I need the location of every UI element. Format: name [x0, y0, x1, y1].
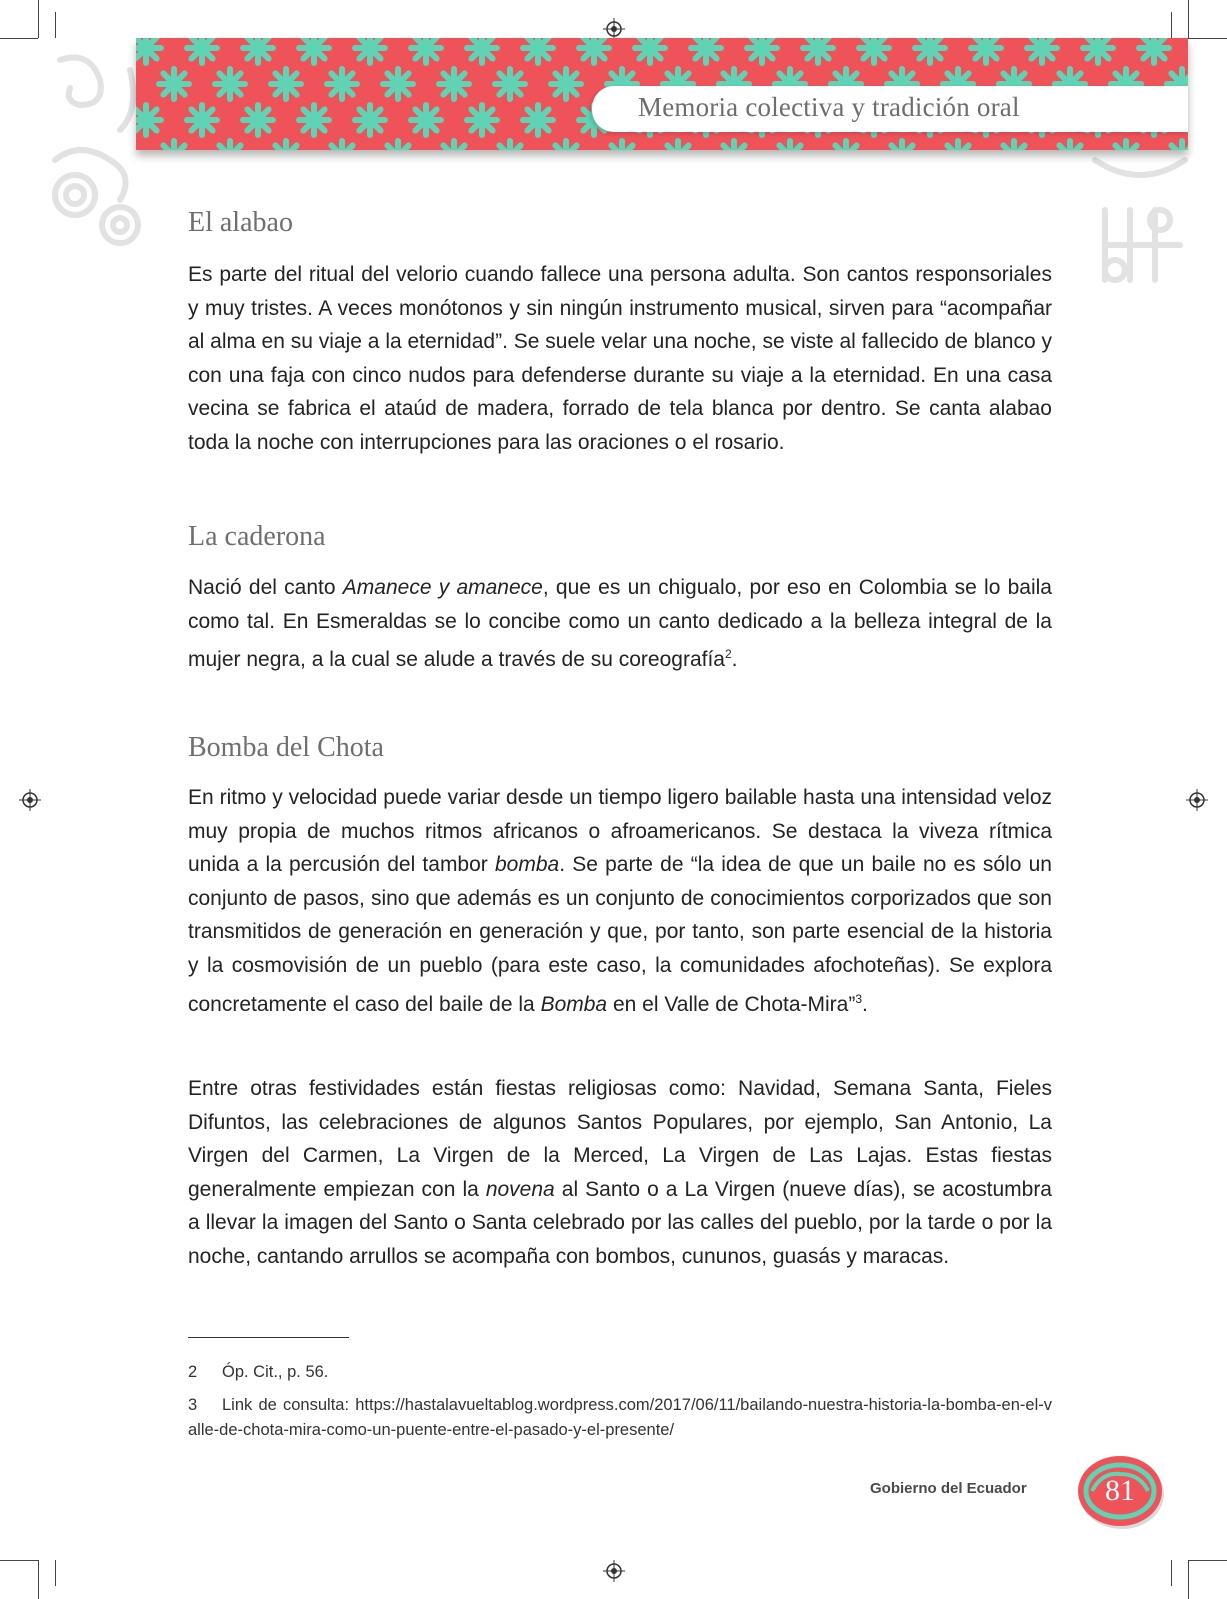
page-number: 81 — [1105, 1474, 1135, 1507]
footnote — [188, 1393, 1052, 1443]
flower-icon — [1139, 38, 1169, 63]
flower-icon — [971, 38, 1001, 63]
flower-icon — [439, 69, 469, 99]
text-run: , que es un chigualo, por eso en Colombia se lo baila como tal. En Esmeraldas se lo concibe como un canto dedicado a la belleza integral de la mujer negra, a la cual se alude a través de su coreografía — [188, 576, 1052, 672]
flower-icon — [411, 38, 441, 63]
flower-icon — [1055, 141, 1085, 150]
crop-mark — [38, 0, 39, 38]
footnote-number: 2 — [188, 1363, 198, 1381]
section-la-caderona-body — [188, 571, 1052, 677]
flower-icon — [915, 38, 945, 63]
footnote-ref: 2 — [724, 647, 732, 662]
crop-mark — [1188, 38, 1227, 39]
flower-icon — [159, 69, 189, 99]
footnote — [188, 1360, 1052, 1385]
footnote-number: 3 — [188, 1396, 198, 1414]
text-run: Entre otras festividades están fiestas religiosas como: Navidad, Semana Santa, Fieles Difuntos, las celebraciones de algunos Santos Populares, por ejemplo, San Antonio, La Virgen del Carmen, La Virgen de la Merced, La Virgen de Las Lajas. Estas fiestas generalmente empiezan con la — [188, 1077, 1052, 1201]
italic-text: novena — [485, 1177, 555, 1201]
flower-icon — [551, 141, 581, 150]
registration-mark-icon — [19, 789, 41, 811]
flower-icon — [299, 38, 329, 63]
footnote-text: Óp. Cit., p. 56. — [222, 1363, 329, 1381]
text-run: Nació del canto — [188, 576, 343, 599]
crop-mark — [1171, 1560, 1172, 1586]
section-bomba-del-chota-body — [188, 781, 1052, 1021]
body-paragraph — [188, 1072, 1052, 1274]
flower-icon — [523, 38, 553, 63]
body-paragraph — [188, 781, 1052, 1021]
flower-icon — [411, 105, 441, 135]
flower-icon — [803, 38, 833, 63]
text-run: . Se parte de “la idea de que un baile no es sólo un conjunto de pasos, sino que además es un conjunto de conocimientos corporizados que son transmitidos de generación en generación y que, por tanto, son parte esencial de la historia y la cosmovisión de un pueblo (para este caso, la comunidades afochoteñas). Se explora concretamente el caso del baile de la — [188, 853, 1052, 1016]
section-bomba-del-chota — [188, 732, 1052, 764]
flower-icon — [1111, 141, 1141, 150]
section-heading: El alabao — [188, 207, 293, 238]
flower-icon — [355, 105, 385, 135]
spiral-ornament-right-icon — [1090, 150, 1188, 300]
publisher-label: Gobierno del Ecuador — [870, 1480, 1027, 1497]
flower-icon — [663, 141, 693, 150]
flower-icon — [243, 38, 273, 63]
crop-mark — [0, 38, 38, 39]
flower-icon — [187, 105, 217, 135]
italic-text: Amanece y amanece — [342, 576, 543, 599]
section-el-alabao-body — [188, 258, 1052, 460]
flower-icon — [635, 38, 665, 63]
flower-icon — [467, 105, 497, 135]
crop-mark — [55, 12, 56, 38]
body-paragraph — [188, 571, 1052, 677]
flower-icon — [775, 141, 805, 150]
text-run: En ritmo y velocidad puede variar desde un tiempo ligero bailable hasta una intensidad veloz muy propia de muchos ritmos africanos o afroamericanos. Se destaca la viveza rítmica unida a la percusión del tambor — [188, 786, 1052, 877]
flower-icon — [1027, 38, 1057, 63]
flower-icon — [271, 69, 301, 99]
crop-mark — [55, 1560, 56, 1586]
flower-icon — [523, 105, 553, 135]
flower-icon — [495, 69, 525, 99]
flower-icon — [1167, 141, 1188, 150]
footnote-divider — [188, 1337, 349, 1338]
spiral-ornament-left-icon — [40, 40, 150, 250]
body-paragraph — [188, 258, 1052, 460]
flower-icon — [159, 141, 189, 150]
text-run: Es parte del ritual del velorio cuando fallece una persona adulta. Son cantos responsoriales y muy tristes. A veces monótonos y sin ningún instrumento musical, sirven para “acompañar al alma en su viaje a la eternidad”. Se suele velar una noche, se viste al fallecido de blanco y con una faja con cinco nudos para defenderse durante su viaje a la eternidad. En una casa vecina se fabrica el ataúd de madera, forrado de tela blanca por dentro. Se canta alabao toda la noche con interrupciones para las oraciones o el rosario. — [188, 263, 1052, 454]
flower-icon — [467, 38, 497, 63]
text-run: en el Valle de Chota-Mira” — [607, 992, 856, 1016]
flower-icon — [439, 141, 469, 150]
flower-icon — [691, 38, 721, 63]
flower-icon — [243, 105, 273, 135]
text-run: al Santo o a La Virgen (nueve días), se acostumbra a llevar la imagen del Santo o Santa celebrado por las calles del pueblo, por la tarde o por la noche, cantando arrullos se acompaña con bombos, cununos, guasás y maracas. — [188, 1177, 1052, 1268]
section-heading: La caderona — [188, 521, 326, 552]
flower-icon — [747, 38, 777, 63]
flower-icon — [831, 141, 861, 150]
footnote-ref: 3 — [855, 991, 863, 1006]
crop-mark — [0, 1560, 38, 1561]
flower-icon — [383, 141, 413, 150]
italic-text: bomba — [494, 853, 560, 877]
flower-icon — [299, 105, 329, 135]
flower-icon — [327, 69, 357, 99]
flower-icon — [215, 69, 245, 99]
crop-mark — [1188, 1560, 1227, 1561]
section-el-alabao — [188, 207, 1052, 239]
flower-icon — [579, 38, 609, 63]
flower-icon — [136, 105, 161, 135]
registration-mark-icon — [603, 1560, 625, 1582]
flower-icon — [187, 38, 217, 63]
flower-icon — [136, 38, 161, 63]
registration-mark-icon — [603, 18, 625, 40]
crop-mark — [1171, 12, 1172, 38]
text-run: . — [862, 992, 868, 1016]
flower-icon — [999, 141, 1029, 150]
flower-icon — [383, 69, 413, 99]
crop-mark — [1188, 1560, 1189, 1599]
section-festividades-body — [188, 1072, 1052, 1274]
flower-icon — [215, 141, 245, 150]
footnote-link-text[interactable]: Link de consulta: https://hastalavueltablog.wordpress.com/2017/06/11/bailando-nuestra-historia-la-bomba-en-el-valle-de-chota-mira-como-un-puente-entre-el-pasado-y-el-presente/ — [188, 1396, 1052, 1439]
header-title: Memoria colectiva y tradición oral — [638, 92, 1020, 122]
flower-icon — [943, 141, 973, 150]
flower-icon — [1083, 38, 1113, 63]
flower-icon — [355, 38, 385, 63]
italic-text: Bomba — [540, 992, 608, 1016]
flower-icon — [859, 38, 889, 63]
registration-mark-icon — [1186, 789, 1208, 811]
flower-icon — [271, 141, 301, 150]
flower-icon — [551, 69, 581, 99]
section-heading: Bomba del Chota — [188, 732, 384, 763]
flower-icon — [719, 141, 749, 150]
section-la-caderona — [188, 521, 1052, 553]
flower-icon — [607, 141, 637, 150]
flower-icon — [495, 141, 525, 150]
crop-mark — [38, 1560, 39, 1599]
flower-icon — [887, 141, 917, 150]
crop-mark — [1188, 0, 1189, 38]
text-run: . — [731, 648, 738, 672]
flower-icon — [327, 141, 357, 150]
